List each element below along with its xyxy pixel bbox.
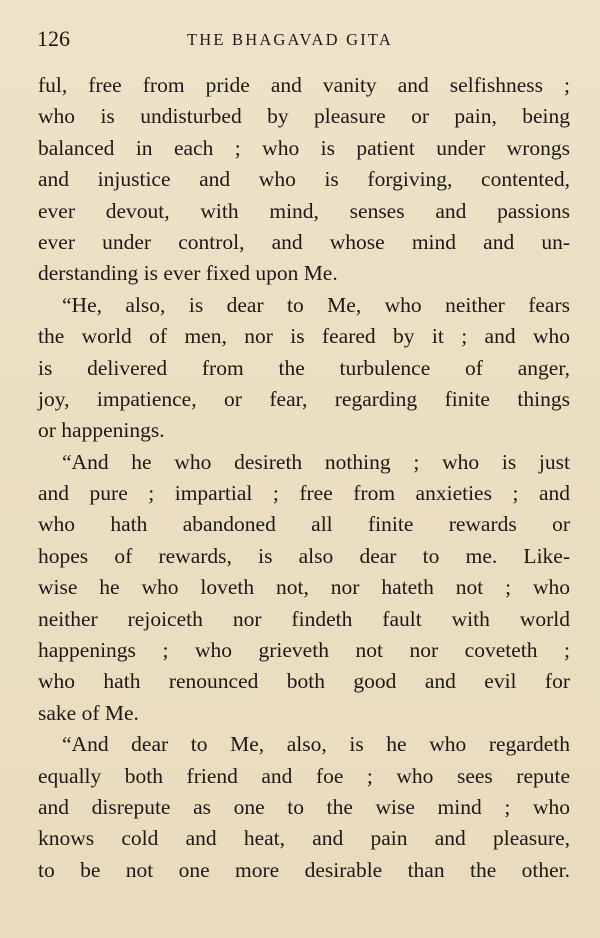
paragraph — [38, 70, 570, 290]
text-line: is delivered from the turbulence of anger, — [38, 355, 570, 380]
paragraph — [38, 447, 570, 730]
text-line: ever devout, with mind, senses and passions — [38, 198, 570, 223]
text-line: the world of men, nor is feared by it ; and who — [38, 324, 570, 349]
text-line: who hath renounced both good and evil for — [38, 669, 570, 694]
text-line: wise he who loveth not, nor hateth not ; who — [38, 575, 570, 600]
text-line: “And dear to Me, also, is he who regardeth — [62, 732, 570, 757]
text-line: happenings ; who grieveth not nor coveteth ; — [38, 638, 570, 663]
text-line: joy, impatience, or fear, regarding finite things — [38, 386, 570, 411]
text-line: who is undisturbed by pleasure or pain, being — [38, 104, 570, 129]
text-line: ever under control, and whose mind and un- — [38, 229, 570, 254]
text-line: neither rejoiceth nor findeth fault with world — [38, 606, 570, 631]
text-line: sake of Me. — [38, 700, 139, 725]
page-number: 126 — [37, 26, 70, 51]
text-line: and pure ; impartial ; free from anxieties ; and — [38, 481, 570, 506]
text-line: and injustice and who is forgiving, contented, — [38, 167, 570, 192]
running-title: THE BHAGAVAD GITA — [187, 30, 393, 49]
text-line: to be not one more desirable than the other. — [38, 857, 570, 882]
text-line: equally both friend and foe ; who sees repute — [38, 763, 570, 788]
text-line: or happenings. — [38, 418, 165, 443]
text-line: and disrepute as one to the wise mind ; who — [38, 794, 570, 819]
text-line: who hath abandoned all finite rewards or — [38, 512, 570, 537]
text-line: derstanding is ever fixed upon Me. — [38, 261, 338, 286]
text-line: “He, also, is dear to Me, who neither fears — [62, 292, 570, 317]
paragraph — [38, 290, 570, 447]
text-line: balanced in each ; who is patient under wrongs — [38, 135, 570, 160]
text-line: knows cold and heat, and pain and pleasure, — [38, 826, 570, 851]
text-line: ful, free from pride and vanity and selfishness ; — [38, 73, 570, 97]
text-line: “And he who desireth nothing ; who is just — [62, 449, 570, 474]
paragraph — [38, 729, 570, 886]
page-body — [38, 70, 570, 886]
text-line: hopes of rewards, is also dear to me. Like- — [38, 543, 570, 568]
page-header — [37, 20, 570, 56]
